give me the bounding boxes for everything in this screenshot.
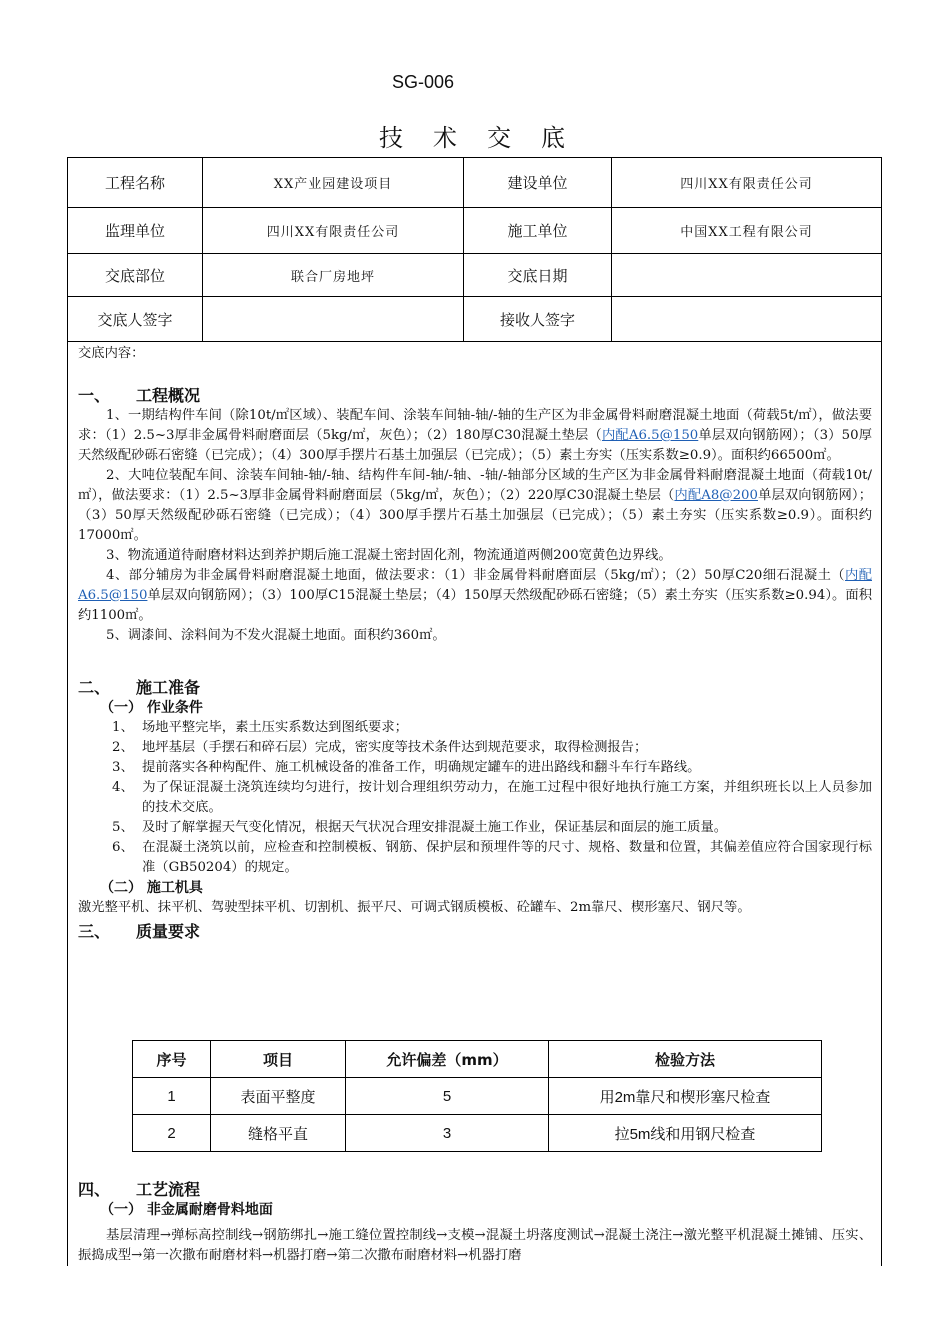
table-cell: 3 xyxy=(346,1115,549,1152)
project-name-label: 工程名称 xyxy=(104,174,165,192)
paragraph-text: 单层双向钢筋网）；（3）100厚C15混凝土垫层；（4）150厚天然级配砂砾石密缝；（5）素土夯实（压实系数≥0.94）。面积约1100㎡。 xyxy=(78,588,872,623)
project-name-value: XX产业园建设项目 xyxy=(273,177,393,192)
builder-value: 四川XX有限责任公司 xyxy=(680,177,813,192)
list-number: 1、 xyxy=(112,720,134,735)
paragraph-text: 4、部分辅房为非金属骨料耐磨混凝土地面，做法要求：（1）非金属骨料耐磨面层（5kg/㎡）；（2）50厚C20细石混凝土（ xyxy=(106,568,845,583)
overview-paragraph-3: 3、物流通道待耐磨材料达到养护期后施工混凝土密封固化剂，物流通道两侧200宽黄色边界线。 xyxy=(106,548,672,563)
contractor-label: 施工单位 xyxy=(507,222,568,240)
column-header: 允许偏差（mm） xyxy=(346,1041,549,1078)
overview-paragraph-4 xyxy=(78,566,872,626)
section-1-heading xyxy=(78,386,872,406)
column-header: 序号 xyxy=(133,1041,211,1078)
rebar-spec-link[interactable]: 内配A6.5@150 xyxy=(601,428,699,443)
list-text: 提前落实各种构配件、施工机械设备的准备工作，明确规定罐车的进出路线和翻斗车行车路线。 xyxy=(142,760,701,775)
part-label: 交底部位 xyxy=(104,266,165,285)
list-number: 4、 xyxy=(112,780,134,795)
paragraph-text: 2、大吨位装配车间、涂装车间轴-轴/-轴、结构件车间-轴/-轴、-轴/-轴部分区域的生产区为非金属骨料耐磨混凝土地面（荷载10t/㎡），做法要求：（1）2.5~3厚非金属骨料耐磨面层（5kg/㎡，灰色）；（2）220厚C30混凝土垫层（ xyxy=(78,468,872,503)
supervisor-value: 四川XX有限责任公司 xyxy=(266,225,400,240)
supervisor-label: 监理单位 xyxy=(104,222,165,240)
column-header: 检验方法 xyxy=(549,1041,822,1078)
list-number: 5、 xyxy=(112,820,134,835)
process-section xyxy=(78,1180,872,1266)
paragraph-text: 单层双向钢筋网）；（3）50厚天然级配砂砾石密缝（已完成）；（4）300厚手摆片石基土加强层（已完成）；（5）素土夯实（压实系数≥0.9）。面积约66500㎡。 xyxy=(78,428,872,463)
list-item xyxy=(78,738,872,758)
table-cell: 用2m靠尺和楔形塞尺检查 xyxy=(549,1078,822,1115)
section-title: 工程概况 xyxy=(136,386,201,405)
column-header: 项目 xyxy=(211,1041,346,1078)
list-text: 及时了解掌握天气变化情况，根据天气状况合理安排混凝土施工作业，保证基层和面层的施工质量。 xyxy=(142,820,728,835)
receiver-signature-label: 接收人签字 xyxy=(499,310,575,329)
table-cell: 缝格平直 xyxy=(211,1115,346,1152)
list-item xyxy=(78,758,872,778)
date-field[interactable] xyxy=(612,254,881,296)
section-4-heading xyxy=(78,1180,872,1200)
giver-signature-field[interactable] xyxy=(203,297,463,341)
builder-label: 建设单位 xyxy=(507,174,568,192)
table-cell: 1 xyxy=(133,1078,211,1115)
section-number: 二、 xyxy=(78,678,111,697)
table-row xyxy=(133,1115,822,1152)
list-item xyxy=(78,838,872,878)
section-number: 三、 xyxy=(78,922,111,941)
giver-signature-label: 交底人签字 xyxy=(97,310,173,329)
list-text: 在混凝土浇筑以前，应检查和控制模板、钢筋、保护层和预埋件等的尺寸、规格、数量和位置，其偏差值应符合国家现行标准（GB50204）的规定。 xyxy=(142,840,872,875)
quality-table xyxy=(132,1040,822,1152)
section-title: 工艺流程 xyxy=(136,1180,201,1199)
section-number: 一、 xyxy=(78,386,111,405)
subsection-tools: （二） 施工机具 xyxy=(100,880,203,896)
list-text: 地坪基层（手摆石和碎石层）完成，密实度等技术条件达到规范要求，取得检测报告； xyxy=(142,740,648,755)
section-2-heading xyxy=(78,678,872,698)
section-3-heading xyxy=(78,922,872,942)
content-label: 交底内容： xyxy=(78,346,145,361)
date-label: 交底日期 xyxy=(507,266,568,285)
table-cell: 2 xyxy=(133,1115,211,1152)
list-item xyxy=(78,718,872,738)
row-divider xyxy=(68,341,881,342)
list-text: 为了保证混凝土浇筑连续均匀进行，按计划合理组织劳动力，在施工过程中很好地执行施工方案，并组织班长以上人员参加的技术交底。 xyxy=(142,780,872,815)
process-flow: 基层清理→弹标高控制线→钢筋绑扎→施工缝位置控制线→支模→混凝土坍落度测试→混凝土浇注→激光整平机混凝土摊铺、压实、振捣成型→第一次撒布耐磨材料→机器打磨→第二次撒布耐磨材料→机器打磨 xyxy=(78,1228,872,1263)
subsection-work-conditions: （一） 作业条件 xyxy=(100,700,203,716)
subsection-nonmetal-floor: （一） 非金属耐磨骨料地面 xyxy=(100,1202,273,1218)
overview-paragraph-5: 5、调漆间、涂料间为不发火混凝土地面。面积约360㎡。 xyxy=(106,628,446,643)
section-title: 质量要求 xyxy=(136,922,201,941)
section-number: 四、 xyxy=(78,1180,111,1199)
receiver-signature-field[interactable] xyxy=(612,297,881,341)
tools-list: 激光整平机、抹平机、驾驶型抹平机、切割机、振平尺、可调式钢质模板、砼罐车、2m靠尺、楔形塞尺、钢尺等。 xyxy=(78,900,751,915)
disclosure-form xyxy=(67,157,882,1266)
overview-paragraph-1 xyxy=(78,406,872,466)
list-number: 3、 xyxy=(112,760,134,775)
document-code: SG-006 xyxy=(392,72,455,92)
disclosure-content xyxy=(78,344,872,942)
document-title: 技术交底 xyxy=(379,124,595,152)
rebar-spec-link[interactable]: 内配A8@200 xyxy=(674,488,758,503)
contractor-value: 中国XX工程有限公司 xyxy=(680,225,813,240)
list-number: 2、 xyxy=(112,740,134,755)
part-value: 联合厂房地坪 xyxy=(290,269,375,285)
list-number: 6、 xyxy=(112,840,134,855)
table-cell: 拉5m线和用钢尺检查 xyxy=(549,1115,822,1152)
table-cell: 表面平整度 xyxy=(211,1078,346,1115)
list-item xyxy=(78,778,872,818)
overview-paragraph-2 xyxy=(78,466,872,546)
rebar-spec-link[interactable]: 内配A6.5@150 xyxy=(78,568,872,603)
table-cell: 5 xyxy=(346,1078,549,1115)
table-header-row xyxy=(133,1041,822,1078)
table-row xyxy=(133,1078,822,1115)
paragraph-text: 单层双向钢筋网）；（3）50厚天然级配砂砾石密缝（已完成）；（4）300厚手摆片石基土加强层（已完成）；（5）素土夯实（压实系数≥0.9）。面积约17000㎡。 xyxy=(78,488,872,543)
list-item xyxy=(78,818,872,838)
paragraph-text: 1、一期结构件车间（除10t/㎡区域）、装配车间、涂装车间轴-轴/-轴的生产区为非金属骨料耐磨混凝土地面（荷载5t/㎡），做法要求：（1）2.5~3厚非金属骨料耐磨面层（5kg/㎡，灰色）；（2）180厚C30混凝土垫层（ xyxy=(78,408,872,443)
section-title: 施工准备 xyxy=(136,678,201,697)
list-text: 场地平整完毕，素土压实系数达到图纸要求； xyxy=(142,720,408,735)
